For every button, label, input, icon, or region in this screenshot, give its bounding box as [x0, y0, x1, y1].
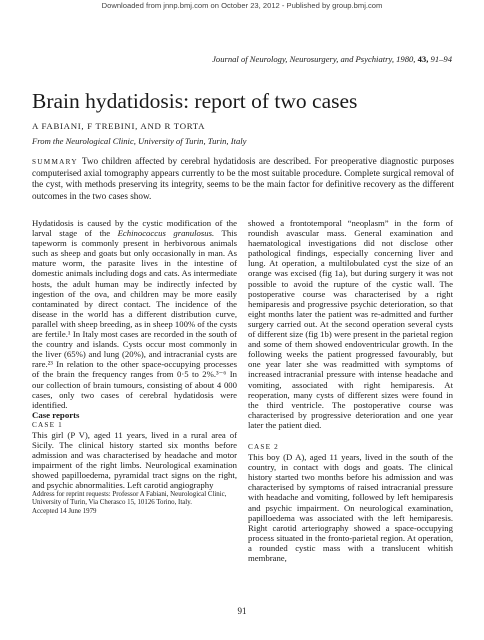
right-column	[248, 218, 453, 563]
intro-text-rest: This tapeworm is commonly present in herbivorous animals such as sheep and goats but only occasionally in man. As mature worm, the parasite lives in the intestine of domestic animals including dogs and cats. As intermediate hosts, the adult human may be indirectly infected by ingestion of the ova, and children may be more easily contaminated by direct contact. The incidence of the disease in the world has a different distribution curve, parallel with sheep breeding, as in sheep 100% of the cysts are fertile.¹ In Italy most cases are recorded in the south of the country and islands. Cysts occur most commonly in the liver (65%) and lung (20%), and intracranial cysts are rare.²³ In relation to the other space-occupying processes of the brain the frequency ranges from 0·5 to 2%.³⁻⁶ In our collection of brain tumours, consisting of about 4 000 cases, only two cases of cerebral hydatidosis were identified.	[32, 228, 237, 410]
summary-label: SUMMARY	[32, 158, 78, 166]
section-heading-case-reports: Case reports	[32, 409, 80, 420]
intro-paragraph	[32, 218, 237, 410]
case1-label: CASE 1	[32, 420, 63, 429]
article-title: Brain hydatidosis: report of two cases	[32, 89, 358, 113]
download-banner: Downloaded from jnnp.bmj.com on October 23, 2012 - Published by group.bmj.com	[101, 1, 383, 10]
affiliation: From the Neurological Clinic, University of Turin, Turin, Italy	[32, 136, 247, 146]
species-name: Echinococcus granulosus.	[117, 228, 215, 239]
case1-continued-paragraph: showed a frontotemporal “neoplasm” in the form of roundish avascular mass. General examination and haematological investigations did not disclose other pathological findings, especially concerning liver and lung. At operation, a multilobulated cyst the size of an orange was excised (fig 1a), but during surgery it was not possible to avoid the rupture of the cystic wall. The postoperative course was characterised by a right hemiparesis and progressive psychic deterioration, so that eight months later the patient was re-admitted and further surgery carried out. At the second operation several cysts of different size (fig 1b) were present in the parietal region and some of them showed endoventricular growth. In the following weeks the patient progressed favourably, but one year later she was readmitted with symptoms of increased intracranial pressure with intense headache and vomiting, associated with right hemiparesis. At reoperation, many cysts of different sizes were found in the third ventricle. The postoperative course was characterised by progressive deterioration and one year later the patient died.	[248, 218, 453, 430]
left-column	[32, 218, 237, 517]
summary-text: Two children affected by cerebral hydatidosis are described. For preoperative diagnostic purposes computerised axial tomography appears currently to be the most suitable procedure. Complete surgical removal of the cyst, with methods preserving its integrity, seems to be the main factor for definitive recovery as the different outcomes in the two cases show.	[32, 156, 454, 201]
journal-name: Journal of Neurology, Neurosurgery, and Psychiatry, 1980,	[212, 54, 416, 64]
case2-paragraph: This boy (D A), aged 11 years, lived in the south of the country, in contact with dogs and goats. The clinical history started two months before his admission and was characterised by symptoms of raised intracranial pressure with headache and vomiting, followed by left hemiparesis and psychic impairment. On neurological examination, papilloedema was associated with the left hemiparesis. Right carotid arteriography showed a space-occupying process situated in the fronto-parietal region. At operation, a rounded cystic mass with a translucent whitish membrane,	[248, 452, 453, 563]
accepted-date: Accepted 14 June 1979	[32, 507, 97, 515]
journal-volume: 43,	[417, 54, 429, 64]
page-number: 91	[237, 606, 247, 616]
journal-citation	[32, 54, 452, 64]
author-list: A FABIANI, F TREBINI, AND R TORTA	[32, 121, 206, 131]
journal-pages: 91–94	[430, 54, 452, 64]
intro-text-start: Hydatidosis is caused by the cystic modification of the larval stage of the	[32, 218, 237, 239]
case1-paragraph: This girl (P V), aged 11 years, lived in a rural area of Sicily. The clinical history started six months before admission and was characterised by headache and motor impairment of the right limbs. Neurological examination showed papilloedema, pyramidal tract signs on the right, and psychic abnormalities. Left carotid angiography	[32, 429, 237, 491]
summary-abstract	[32, 156, 454, 202]
case2-label: CASE 2	[248, 442, 279, 451]
reprint-footnote: Address for reprint requests: Professor A Fabiani, Neurological Clinic, University of Turin, Via Cherasco 15, 10126 Torino, Italy.	[32, 490, 227, 506]
